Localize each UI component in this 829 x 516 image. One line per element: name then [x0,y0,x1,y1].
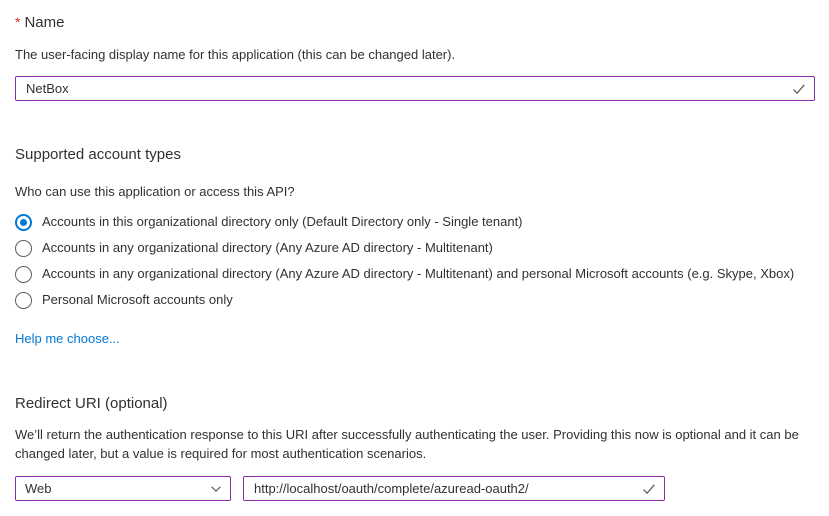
redirect-uri-row [15,476,815,501]
radio-option-label: Accounts in any organizational directory (Any Azure AD directory - Multitenant) [42,240,493,255]
radio-option-single-tenant[interactable] [15,209,815,235]
chevron-down-icon [209,482,223,496]
help-me-choose-link[interactable]: Help me choose... [15,331,120,346]
radio-option-personal-only[interactable] [15,287,815,313]
name-field-wrap [15,76,815,101]
account-types-title: Supported account types [15,146,181,163]
radio-button-icon[interactable] [15,214,32,231]
name-input[interactable] [15,76,815,101]
uri-field-wrap [243,476,665,501]
radio-option-label: Personal Microsoft accounts only [42,292,233,307]
redirect-uri-input[interactable] [243,476,665,501]
radio-option-label: Accounts in this organizational directory only (Default Directory only - Single tenant) [42,214,523,229]
radio-button-icon[interactable] [15,266,32,283]
required-indicator: * [15,14,21,30]
name-section-title-text: Name [24,14,65,31]
radio-option-multitenant[interactable] [15,235,815,261]
name-description: The user-facing display name for this application (this can be changed later). [15,47,456,62]
redirect-uri-description: We’ll return the authentication response to this URI after successfully authenticating the user. Providing this now is optional and it can be changed later, but a value is required for most authentication scenarios. [15,427,799,461]
platform-select-value: Web [25,481,52,496]
radio-option-multitenant-personal[interactable] [15,261,815,287]
platform-select[interactable] [15,476,231,501]
radio-option-label: Accounts in any organizational directory (Any Azure AD directory - Multitenant) and personal Microsoft accounts (e.g. Skype, Xbox) [42,266,795,281]
radio-button-icon[interactable] [15,292,32,309]
name-section-title [15,12,815,33]
account-types-question: Who can use this application or access this API? [15,184,295,199]
radio-button-icon[interactable] [15,240,32,257]
account-types-radio-group [15,209,815,313]
redirect-uri-title: Redirect URI (optional) [15,395,168,412]
